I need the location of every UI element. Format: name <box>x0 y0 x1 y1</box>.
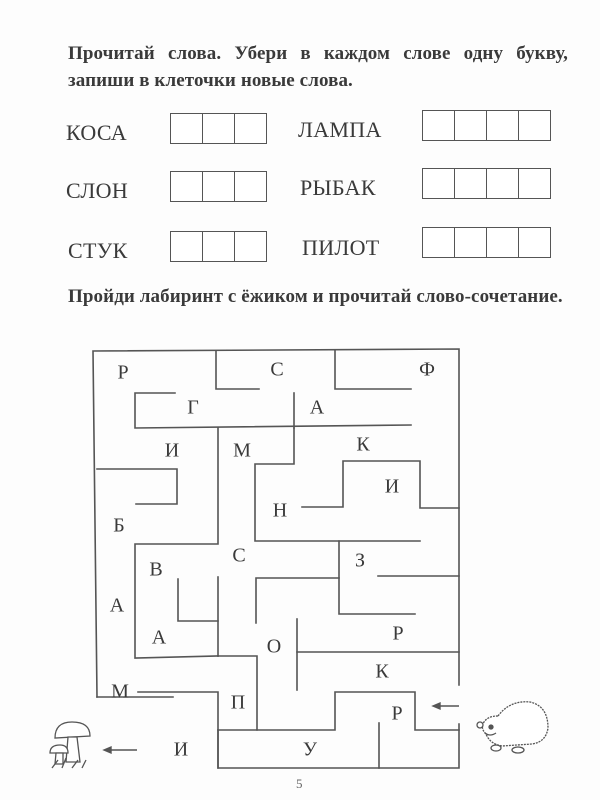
maze-letter: О <box>266 635 282 658</box>
maze-letter: Г <box>187 396 199 419</box>
maze-letter: Р <box>391 702 403 725</box>
page-number: 5 <box>296 776 303 791</box>
task2-instruction-text: Пройди лабиринт с ёжиком и прочитай слово-сочетание. <box>68 286 563 307</box>
maze-letter: З <box>354 549 366 572</box>
maze-letter: М <box>111 680 129 703</box>
maze-letter: К <box>375 660 389 683</box>
maze-letter: А <box>109 594 125 617</box>
maze-letter: П <box>230 691 246 714</box>
maze-letter: Б <box>113 514 125 537</box>
word-label: КОСА <box>66 120 127 145</box>
maze-letter: Р <box>117 361 129 384</box>
maze-letter: Р <box>392 622 404 645</box>
maze-letter: С <box>232 544 246 567</box>
word-label: ПИЛОТ <box>302 235 380 260</box>
word-label: СТУК <box>68 238 128 263</box>
maze-letter: И <box>384 475 400 498</box>
maze-letter: И <box>164 439 180 462</box>
maze-letter: В <box>149 558 163 581</box>
maze-letter: Н <box>272 499 288 522</box>
maze-letter: А <box>309 396 325 419</box>
hedgehog-icon <box>477 702 548 753</box>
task1-instruction-text: Прочитай слова. Убери в каждом слове одну букву, запиши в клеточки новые слова. <box>68 43 568 91</box>
maze-letter: И <box>173 738 189 761</box>
maze-letter: У <box>302 738 318 761</box>
arrows <box>104 703 459 753</box>
maze-letter: А <box>151 626 167 649</box>
maze-letter: Ф <box>419 358 435 381</box>
mushroom-icon <box>50 722 90 768</box>
maze-letter: М <box>233 439 251 462</box>
word-label: СЛОН <box>66 178 129 203</box>
maze-letter: С <box>270 358 284 381</box>
word-label: ЛАМПА <box>298 117 382 142</box>
word-label: РЫБАК <box>300 175 376 200</box>
maze-letter: К <box>356 433 370 456</box>
